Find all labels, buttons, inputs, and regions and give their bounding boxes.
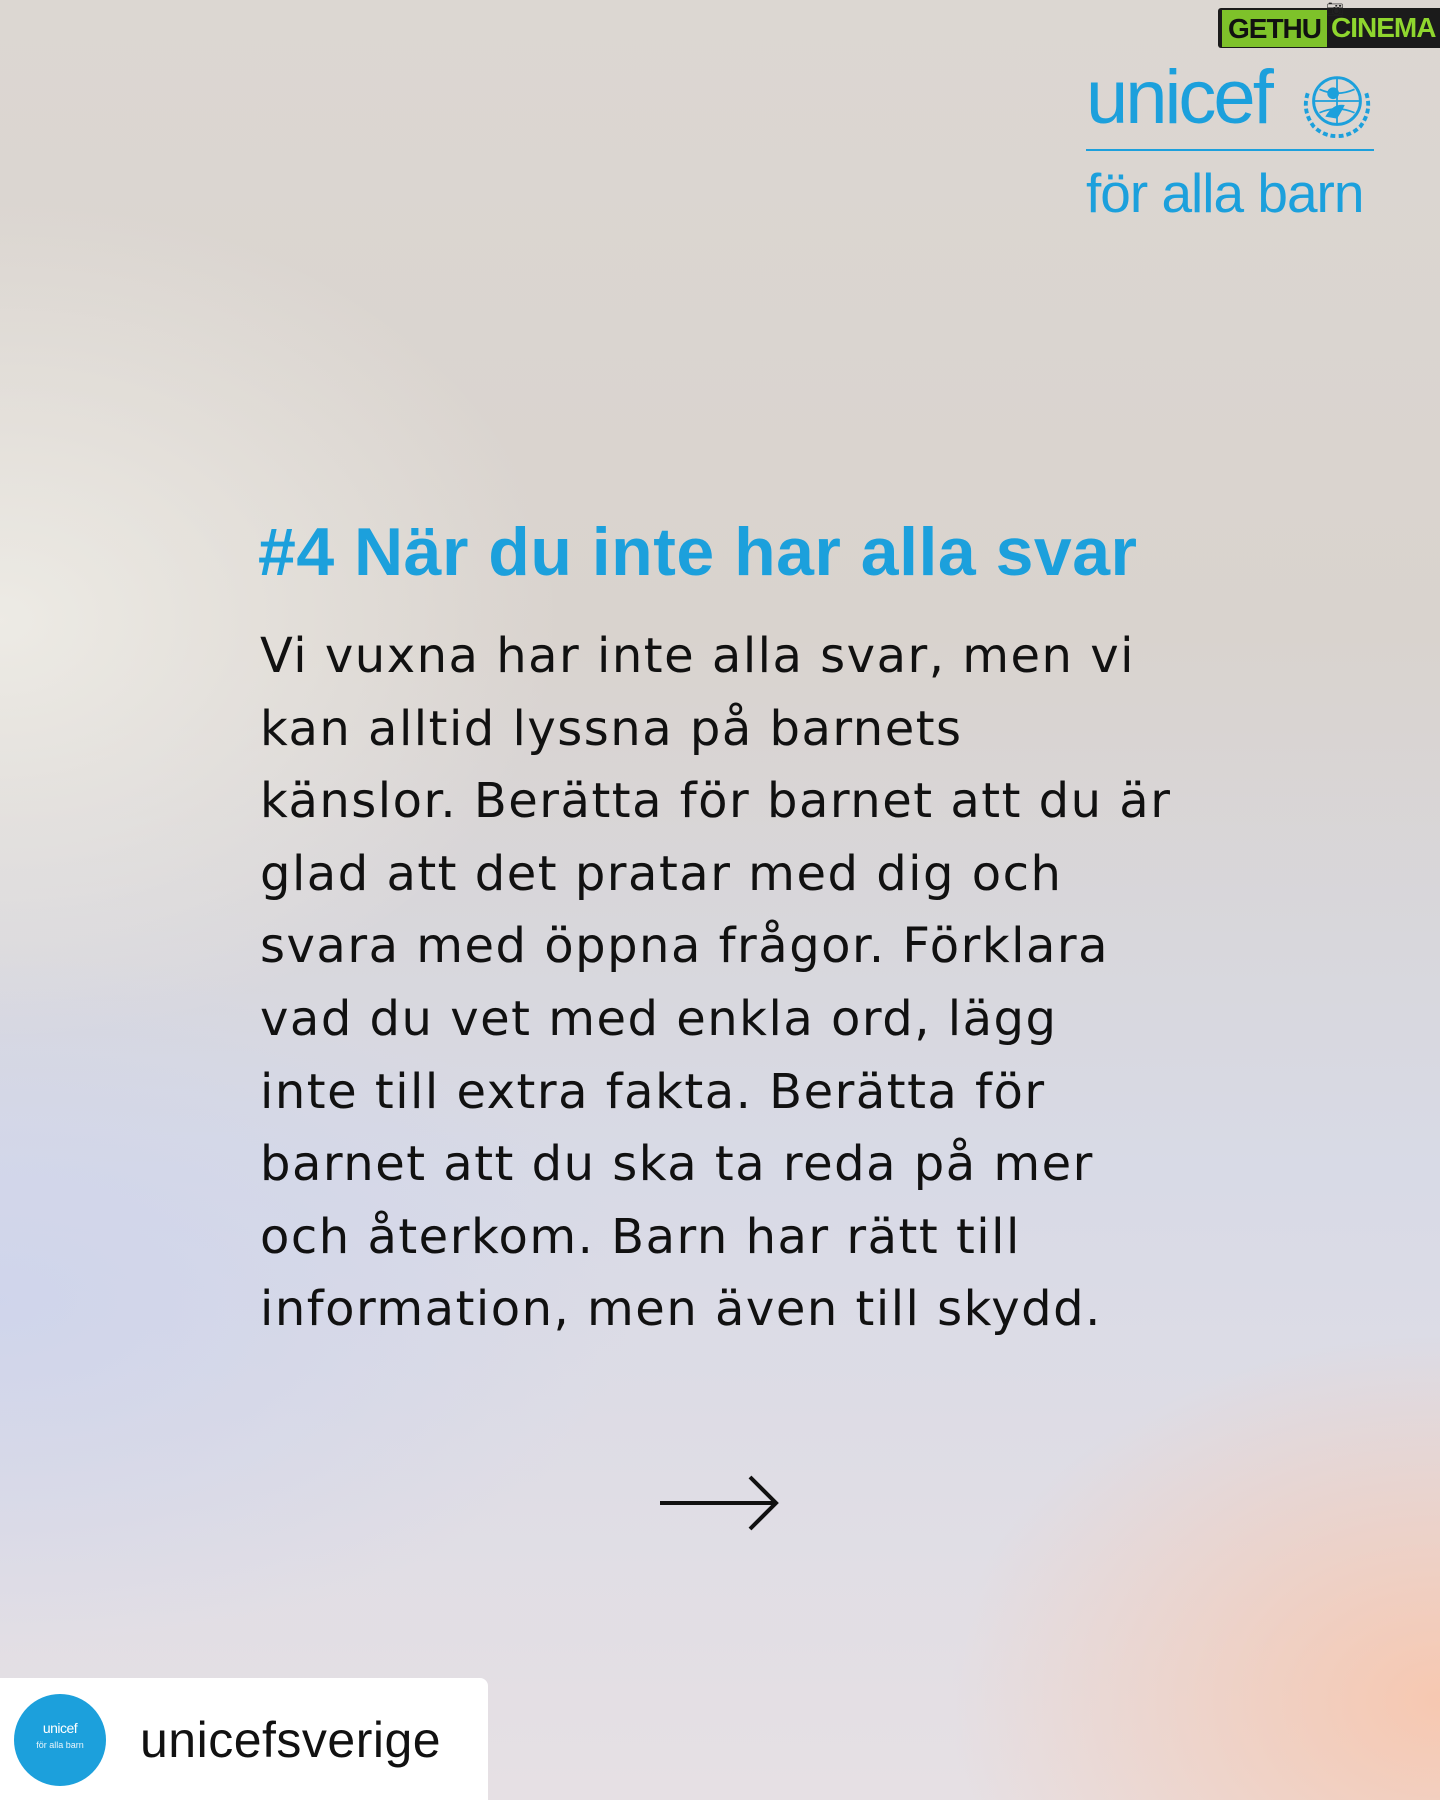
body-line: Vi vuxna har inte alla svar, men vi bbox=[260, 628, 1135, 684]
body-line: svara med öppna frågor. Förklara bbox=[260, 918, 1110, 975]
unicef-emblem-icon bbox=[1298, 64, 1376, 142]
body-line: känslor. Berätta för barnet att du är bbox=[260, 773, 1172, 830]
body-line: vad du vet med enkla ord, lägg bbox=[260, 990, 1058, 1047]
username-link[interactable]: unicefsverige bbox=[140, 1712, 442, 1768]
watermark-badge bbox=[1218, 2, 1440, 48]
body-line: information, men även till skydd. bbox=[260, 1281, 1102, 1338]
camera-icon: 📷︎ bbox=[1326, 2, 1344, 18]
body-line: och återkom. Barn har rätt till bbox=[260, 1208, 1021, 1265]
body-line: kan alltid lyssna på barnets bbox=[260, 700, 963, 757]
body-line: inte till extra fakta. Berätta för bbox=[260, 1063, 1046, 1120]
logo-divider bbox=[1086, 149, 1374, 151]
repost-attribution bbox=[0, 1678, 488, 1800]
body-line: glad att det pratar med dig och bbox=[260, 845, 1063, 902]
logo-tagline: för alla barn bbox=[1086, 162, 1364, 224]
post-heading: #4 När du inte har alla svar bbox=[258, 514, 1138, 590]
avatar-tagline: för alla barn bbox=[36, 1740, 84, 1750]
unicef-logo bbox=[1086, 55, 1376, 224]
watermark-text-part2: CINEMA bbox=[1331, 12, 1436, 43]
logo-wordmark: unicef bbox=[1086, 55, 1271, 140]
watermark-text-part1: GETHU bbox=[1222, 10, 1327, 47]
avatar[interactable] bbox=[14, 1694, 106, 1786]
body-line: barnet att du ska ta reda på mer bbox=[260, 1136, 1094, 1193]
next-slide-button[interactable] bbox=[658, 1468, 782, 1538]
avatar-wordmark: unicef bbox=[42, 1720, 78, 1736]
post-body bbox=[260, 620, 1220, 1346]
arrow-right-icon bbox=[658, 1468, 782, 1538]
